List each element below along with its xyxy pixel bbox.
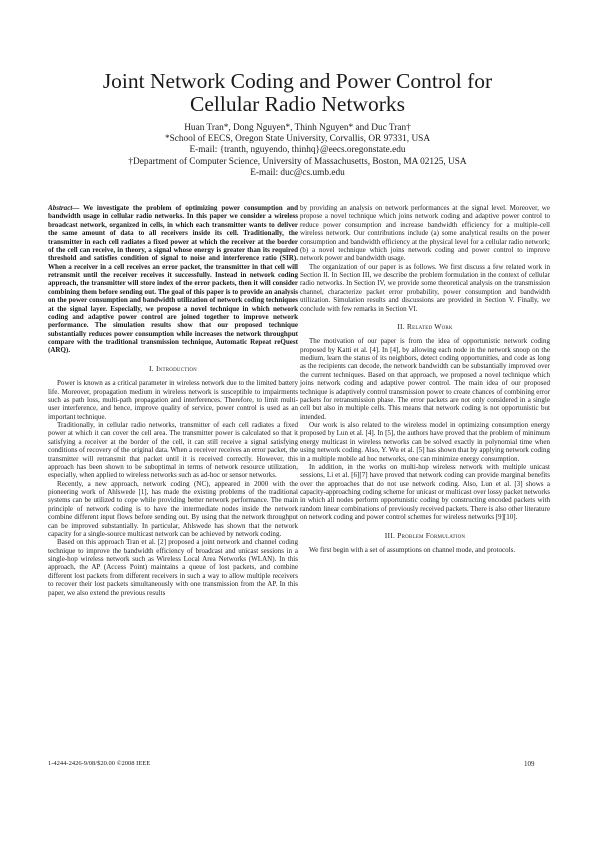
author-affiliation: †Department of Computer Science, University of Massachusetts, Boston, MA 02125, USA <box>128 156 467 167</box>
author-email: E-mail: duc@cs.umb.edu <box>250 167 345 178</box>
author-affiliation: *School of EECS, Oregon State University, Corvallis, OR 97331, USA <box>164 134 431 145</box>
title-line: Cellular Radio Networks <box>190 92 405 116</box>
right-column <box>300 204 550 554</box>
section-heading-problem-formulation: III. Problem Formulation <box>384 530 466 540</box>
footer-isbn: 1-4244-2426-9/08/$20.00 ©2008 IEEE <box>48 760 151 767</box>
paper-title <box>40 70 555 116</box>
author-email: E-mail: {tranth, nguyendo, thinhq}@eecs.oregonstate.edu <box>189 145 406 156</box>
paragraph: Power is known as a critical parameter in wireless network due to the limited battery life. Moreover, propagation medium in wireless network is susceptible to impairments such as path loss, multi-path propagation and interferences. Therefore, to limit multi-user interference, and hence, improve quality of service, power control is used as an important technique. <box>48 379 298 421</box>
paragraph: In addition, in the works on multi-hop wireless network with multiple unicast sessions, Li et al. [6][7] have proved that network coding can provide marginal benefits over the approaches that do not use network coding. Also, Lun et al. [3] shows a capacity-approaching coding scheme for unicast or multicast over lossy packet networks in which all nodes perform opportunistic coding by constructing encoded packets with random linear combinations of previously received packets. There is also other literature on network coding and power control schemes for wireless networks [9][10]. <box>300 462 550 522</box>
paragraph: The motivation of our paper is from the idea of opportunistic network coding proposed by Katti et al. [4]. In [4], by allowing each node in the network snoop on the medium, learn the status of its neighbors, detect coding opportunities, and code as long as the recipients can decode, the network bandwidth can be substantially improved over the current techniques. Based on that approach, we proposed a novel technique which joins network coding and adaptive power control. The main idea of our proposed technique is adaptively control transmission power to create chances of combining error packets for retransmission phase. The error packets are not only considered in a single cell but also in multiple cells. This means that network coding is not opportunistic but intended. <box>300 337 550 421</box>
paragraph: Based on this approach Tran et al. [2] proposed a joint network and channel coding technique to improve the bandwidth efficiency of broadcast and unicast sessions in a single-hop wireless network such as Wireless Local Area Networks (WLAN). In this approach, the AP (Access Point) maintains a queue of lost packets, and combine different lost packets from different receivers in such a way to allow multiple receivers to recover their lost packets simultaneously with one transmission from the AP. In this paper, we also extend the previous results <box>48 538 298 597</box>
paragraph: by providing an analysis on network performances at the signal level. Moreover, we propose a novel technique which joins network coding and adaptive power control to reduce power consumption and increase bandwidth efficiency for a multiple-cell wireless network. Our contributions include (a) some analytical results on the power consumption and bandwidth efficiency at the physical level for a cellular radio network; (b) a novel technique which joins network coding and power control to improve network power and bandwidth usage. <box>300 204 550 263</box>
author-names: Huan Tran*, Dong Nguyen*, Thinh Nguyen* and Duc Tran† <box>184 123 411 133</box>
author-block <box>80 123 515 179</box>
paragraph: Recently, a new approach, network coding (NC), appeared in 2000 with the pioneering work of Ahlswede [1], has made the existing problems of the traditional systems can be utilized to cope while providing better network performance. The main principle of network coding is to have the intermediate nodes inside the network combine different input flows before sending out. By using that the network throughput can be improved substantially. In particular, Ahlswede has shown that the network capacity for a single-source multicast network can be achieved by network coding. <box>48 479 298 538</box>
abstract-label: Abstract <box>48 204 73 212</box>
paragraph: Our work is also related to the wireless model in optimizing consumption energy proposed by Lun et al. [4]. In [5], the authors have proved that the problem of minimum energy multicast in wireless networks can be solved exactly in polynomial time when using network coding. Also, Y. Wu et al. [5] has shown that by applying network coding in a multiple mobile ad hoc networks, one can minimize energy consumption. <box>300 421 550 463</box>
paragraph: We first begin with a set of assumptions on channel mode, and protocols. <box>309 545 516 554</box>
abstract <box>48 204 298 355</box>
abstract-text: — We investigate the problem of optimizing power consumption and bandwidth usage in cellular radio networks. In this paper we consider a wireless broadcast network, organized in cells, in which each transmitter wants to deliver the same amount of data to all receivers inside its cell. Traditionally, the transmitter in each cell radiates a fixed power at which the receiver at the border of the cell can receive, in theory, a signal whose energy is greater than its required threshold and satisfies condition of signal to noise and interference ratio (SIR). When a receiver in a cell receives an error packet, the transmitter in that cell will retransmit until the receiver receives it successfully. Instead in network coding approach, the transmitter will store index of the error packets, then it will consider combining them before sending out. The goal of this paper is to provide an analysis on the power consumption and bandwidth utilization of network coding techniques at the signal layer. Especially, we propose a novel technique in which network coding and adaptive power control are joined together to improve network performance. The simulation results show that our proposed technique substantially reduces power consumption while increases the network throughput compare with the traditional transmission technique, Automatic Repeat reQuest (ARQ). <box>48 204 298 355</box>
section-heading-related-work: II. Related Work <box>397 321 453 331</box>
paragraph: The organization of our paper is as follows. We first discuss a few related work in Section II. In Section III, we describe the problem formulation in the context of cellular radio networks. In Section IV, we provide some theoretical analysis on the transmission channel, characterize packet error probability, power consumption and bandwidth utilization. Simulation results and discussions are provided in Section V. Finally, we conclude with few remarks in Section VI. <box>300 262 550 313</box>
section-heading-introduction: I. Introduction <box>149 363 197 373</box>
left-column <box>48 204 298 597</box>
title-line: Joint Network Coding and Power Control for <box>102 69 493 93</box>
paragraph: Traditionally, in cellular radio networks, transmitter of each cell radiates a fixed power at which it can cover the cell area. The transmitter power is calculated so that it satisfying a receiver at the border of the cell, it can still receive a signal satisfying conditions of recovery of the original data. When a receiver receives an error packet, the transmitter will retransmit that packet until it is received correctly. However, this approach has been shown to be suboptimal in terms of network resource utilization, especially, when applied to wireless networks such as ad-hoc or sensor networks. <box>48 421 298 480</box>
page-number: 109 <box>524 760 535 768</box>
